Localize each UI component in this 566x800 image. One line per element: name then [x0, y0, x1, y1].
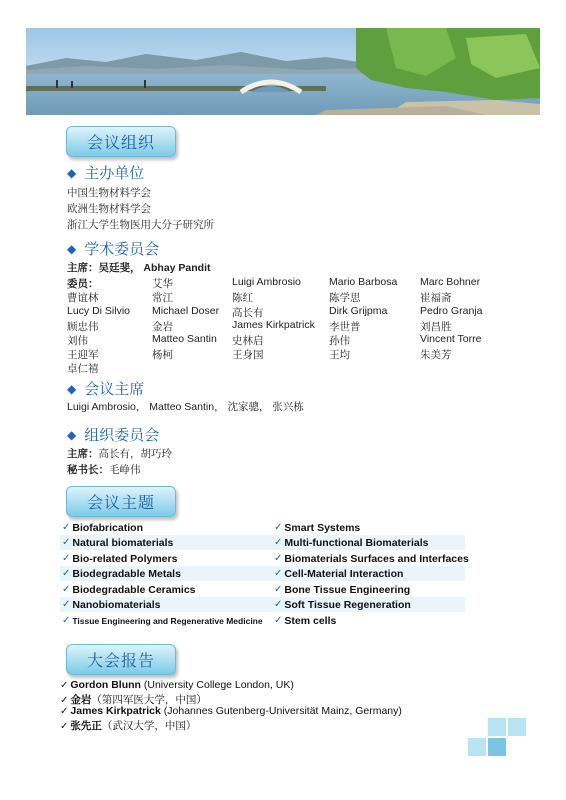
topic-item: ✓ Biomaterials Surfaces and Interfaces — [274, 552, 469, 565]
host-line: 中国生物材料学会 — [67, 187, 151, 199]
topic-item: ✓ Multi-functional Biomaterials — [274, 536, 429, 549]
section-topics-heading: 会议主题 — [66, 486, 176, 517]
academic-committee-heading — [67, 238, 159, 259]
topic-item: ✓ Smart Systems — [274, 521, 361, 534]
decorative-square — [488, 738, 506, 756]
speaker-affiliation: （武汉大学，中国） — [101, 720, 197, 732]
organizing-committee-heading — [67, 424, 159, 445]
member-name: Michael Doser — [152, 305, 220, 317]
secretary-label: 秘书长： — [67, 464, 109, 476]
members-label: 委员： — [67, 278, 99, 290]
section-organization-heading: 会议组织 — [66, 126, 176, 157]
academic-committee-title: 学术委员会 — [84, 241, 160, 258]
topic-item: ✓ Biodegradable Ceramics — [62, 583, 196, 596]
member-name: Dirk Grijpma — [329, 305, 388, 317]
speaker-name: James Kirkpatrick — [70, 705, 161, 717]
check-icon: ✓ — [62, 615, 71, 626]
check-icon: ✓ — [274, 537, 283, 548]
conference-chair-title: 会议主席 — [84, 381, 145, 398]
org-chair-line — [67, 446, 172, 461]
member-name: Pedro Granja — [420, 305, 483, 317]
member-name: Vincent Torre — [420, 333, 482, 345]
topic-item: ✓ Soft Tissue Regeneration — [274, 598, 411, 611]
diamond-icon: ◆ — [67, 381, 77, 396]
topic-item: ✓ Biodegradable Metals — [62, 567, 181, 580]
member-name: 顾忠伟 — [67, 321, 99, 333]
speaker-name: 张先正 — [70, 720, 102, 732]
check-icon: ✓ — [274, 568, 283, 579]
chair-label: 主席： — [67, 262, 99, 274]
topic-item: ✓ Bio-related Polymers — [62, 552, 178, 565]
member-name: 卓仁禧 — [67, 363, 99, 375]
host-units-heading — [67, 162, 144, 183]
topic-item: ✓ Stem cells — [274, 614, 337, 627]
check-icon: ✓ — [62, 584, 71, 595]
check-icon: ✓ — [274, 599, 283, 610]
member-name: 王身国 — [232, 349, 264, 361]
member-name: 李世普 — [329, 321, 361, 333]
check-icon: ✓ — [60, 721, 69, 732]
member-name: Lucy Di Silvio — [67, 305, 131, 317]
host-units-title: 主办单位 — [84, 165, 145, 182]
check-icon: ✓ — [62, 568, 71, 579]
member-name: 陈红 — [232, 292, 253, 304]
member-name: 曹谊林 — [67, 292, 99, 304]
lake-banner-image — [26, 28, 540, 115]
check-icon: ✓ — [62, 599, 71, 610]
conference-chair-names: Luigi Ambrosio， Matteo Santin， 沈家骢， 张兴栋 — [67, 401, 304, 413]
speaker-affiliation: （第四军医大学，中国） — [91, 694, 207, 706]
member-name: Marc Bohner — [420, 276, 481, 288]
speaker-name: Gordon Blunn — [70, 679, 141, 691]
member-name: 刘伟 — [67, 335, 88, 347]
speaker-affiliation: (University College London, UK) — [140, 679, 294, 691]
speaker-affiliation: (Johannes Gutenberg-Universität Mainz, Germany) — [160, 705, 402, 717]
member-name: 王均 — [329, 349, 350, 361]
topic-item: ✓ Natural biomaterials — [62, 536, 174, 549]
secretary-names: 毛峥伟 — [109, 464, 141, 476]
decorative-square — [468, 738, 486, 756]
check-icon: ✓ — [60, 706, 69, 717]
speaker-name: 金岩 — [70, 694, 92, 706]
decorative-square — [488, 718, 506, 736]
member-name: 陈学思 — [329, 292, 361, 304]
chair-names: 吴廷斐， Abhay Pandit — [98, 262, 211, 274]
member-name: Mario Barbosa — [329, 276, 398, 288]
host-line: 浙江大学生物医用大分子研究所 — [67, 219, 214, 231]
decorative-square — [508, 718, 526, 736]
organizing-committee-title: 组织委员会 — [84, 427, 160, 444]
member-name: 艾华 — [152, 278, 173, 290]
member-name: Matteo Santin — [152, 333, 217, 345]
plenary-speaker — [60, 718, 196, 733]
conference-chair-heading — [67, 378, 144, 399]
member-name: 高长有 — [232, 307, 264, 319]
diamond-icon: ◆ — [67, 427, 77, 442]
member-name: 金岩 — [152, 321, 173, 333]
diamond-icon: ◆ — [67, 241, 77, 256]
member-name: 孙伟 — [329, 335, 350, 347]
member-name: 朱美芳 — [420, 349, 452, 361]
diamond-icon: ◆ — [67, 165, 77, 180]
member-name: 崔福斋 — [420, 292, 452, 304]
check-icon: ✓ — [274, 584, 283, 595]
plenary-speaker — [60, 679, 294, 691]
plenary-speaker — [60, 705, 402, 717]
check-icon: ✓ — [274, 553, 283, 564]
member-name: Luigi Ambrosio — [232, 276, 301, 288]
topic-item: ✓ Tissue Engineering and Regenerative Medicine — [62, 615, 263, 626]
member-name: James Kirkpatrick — [232, 319, 315, 331]
member-name: 常江 — [152, 292, 173, 304]
member-name: 杨柯 — [152, 349, 173, 361]
check-icon: ✓ — [62, 553, 71, 564]
topic-item: ✓ Bone Tissue Engineering — [274, 583, 411, 596]
member-name: 史林启 — [232, 335, 264, 347]
org-chair-label: 主席： — [67, 448, 99, 460]
check-icon: ✓ — [62, 537, 71, 548]
check-icon: ✓ — [274, 615, 283, 626]
academic-chair-line — [67, 260, 211, 275]
check-icon: ✓ — [60, 680, 69, 691]
topic-item: ✓ Biofabrication — [62, 521, 143, 534]
check-icon: ✓ — [62, 522, 71, 533]
host-line: 欧洲生物材料学会 — [67, 203, 151, 215]
secretary-line — [67, 462, 141, 477]
section-plenary-heading: 大会报告 — [66, 644, 176, 675]
member-name: 刘昌胜 — [420, 321, 452, 333]
check-icon: ✓ — [60, 695, 69, 706]
check-icon: ✓ — [274, 522, 283, 533]
member-name: 王迎军 — [67, 349, 99, 361]
topic-item: ✓ Cell-Material Interaction — [274, 567, 404, 580]
org-chair-names: 高长有，胡巧玲 — [98, 448, 172, 460]
topic-item: ✓ Nanobiomaterials — [62, 598, 161, 611]
